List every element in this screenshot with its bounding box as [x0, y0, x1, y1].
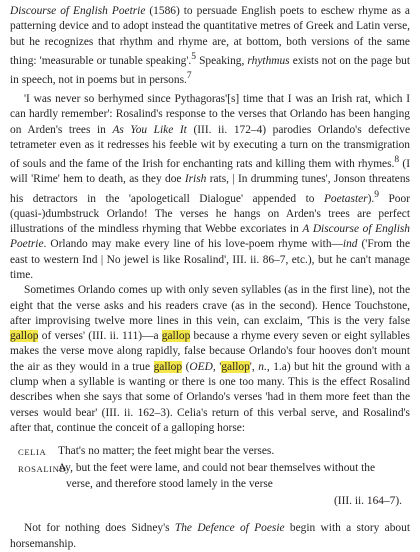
footnote-ref: 8 — [394, 155, 400, 166]
text: exists not on the page but in speech, not in poems but in persons. — [10, 54, 411, 86]
text: Poor (quasi-)dumbstruck Orlando! The verses he hangs on Arden's trees are perfect illustrations of the mindless rhyming that Webbe excoriates in — [10, 192, 410, 236]
emphasis: Irish — [184, 173, 207, 186]
text: . Orlando may make every line of his love-poem rhyme with— — [43, 238, 343, 251]
emphasis: ind — [342, 238, 358, 251]
speaker-name: ROSALIND — [18, 463, 67, 474]
footnote-ref: 7 — [186, 70, 192, 81]
play-title: As You Like It — [112, 123, 187, 136]
text: ( — [182, 360, 190, 373]
paragraph-1 — [10, 4, 410, 88]
verse-line — [18, 477, 410, 492]
verse-text: That's no matter; the feet might bear the verses. — [58, 445, 275, 458]
verse-text: Ay, but the feet were lame, and could not bear themselves without the — [58, 461, 376, 474]
text: ). — [367, 192, 375, 205]
text: , ' — [212, 360, 222, 373]
highlighted-word[interactable]: gallop — [10, 330, 39, 343]
text: rats, | In drumming tunes', Jonson threatens his detractors in the 'apologeticall Dialogue' appended to — [10, 173, 410, 205]
text: 'I was never so berhymed since Pythagoras'[s] time that I was an Irish rat, which I can hardly remember': Rosalind's response to the verses that Orlando has been hanging on Arden's trees in — [10, 93, 410, 136]
verse-quotation — [18, 444, 410, 509]
highlighted-word[interactable]: gallop — [221, 360, 250, 373]
emphasis: n. — [258, 360, 267, 373]
text: Speaking, — [196, 54, 248, 67]
text: ', — [249, 360, 259, 373]
text: , 1.a) but hit the ground with a clump when a syllable is wanting or there is one too many. This is the effect Rosalind describes when she says that some of Orlando's verses 'had in them more feet than the verses would bear' (III. ii. 162–3). Celia's return of this verbal serve, and Rosalind's after that, continue the conceit of a galloping horse: — [10, 360, 411, 434]
play-title: Poetaster — [323, 192, 368, 205]
text: (III. ii. 172–4) parodies Orlando's defective tetrameter even as it redresses his feeble wit by executing a turn on the transmigration of souls and the fame of the Irish for enchanting rats and killing them with rhymes. — [10, 123, 410, 171]
highlighted-word[interactable]: gallop — [153, 360, 183, 373]
text: (I will 'Rime' hem to death, as they doe — [10, 158, 410, 186]
text: ('From the east to western Ind | No jewel is like Rosalind', III. ii. 86–7, etc.), but he can't manage time. — [10, 238, 410, 281]
paragraph-4 — [10, 521, 410, 552]
book-title: The Defence of Poesie — [174, 522, 285, 535]
book-title: A Discourse of English Poetrie — [10, 223, 410, 251]
text: Not for nothing does Sidney's — [24, 522, 175, 535]
text: begin with a story about horsemanship. — [10, 522, 410, 550]
emphasis: rhythmus — [247, 54, 290, 67]
verse-text: verse, and therefore stood lamely in the verse — [66, 477, 273, 490]
verse-line — [18, 444, 410, 460]
paragraph-3 — [10, 283, 410, 436]
highlighted-word[interactable]: gallop — [161, 330, 191, 343]
verse-line — [18, 461, 410, 477]
footnote-ref: 5 — [191, 51, 196, 62]
text: because a rhyme every seven or eight syllables makes the verse move along rapidly, false because Orlando's four hooves don't mount the air as they would in a true — [10, 330, 410, 373]
text: (1586) to persuade English poets to eschew rhyme as a patterning device and to adopt instead the quantitative metres of Greek and Latin verse, but he recognizes that rhythm and rhyme are, at bottom, both versions of the same thing: 'measurable or tunable speaking'. — [10, 5, 410, 67]
book-title: Discourse of English Poetrie — [10, 5, 146, 17]
dictionary-abbrev: OED — [189, 360, 213, 373]
text: of verses' (III. ii. 111)—a — [38, 330, 162, 343]
speaker-name: CELIA — [18, 447, 47, 458]
citation-text: (III. ii. 164–7). — [333, 495, 402, 508]
footnote-ref: 9 — [374, 189, 379, 200]
paragraph-2 — [10, 92, 410, 283]
text: Sometimes Orlando comes up with only seven syllables (as in the first line), not the eight that the verse asks and his readers crave (as in the second). Hence Touchstone, after improvising twelve more lines in this vein, can exclaim, 'This is the very false — [10, 284, 410, 327]
verse-citation — [18, 494, 410, 509]
